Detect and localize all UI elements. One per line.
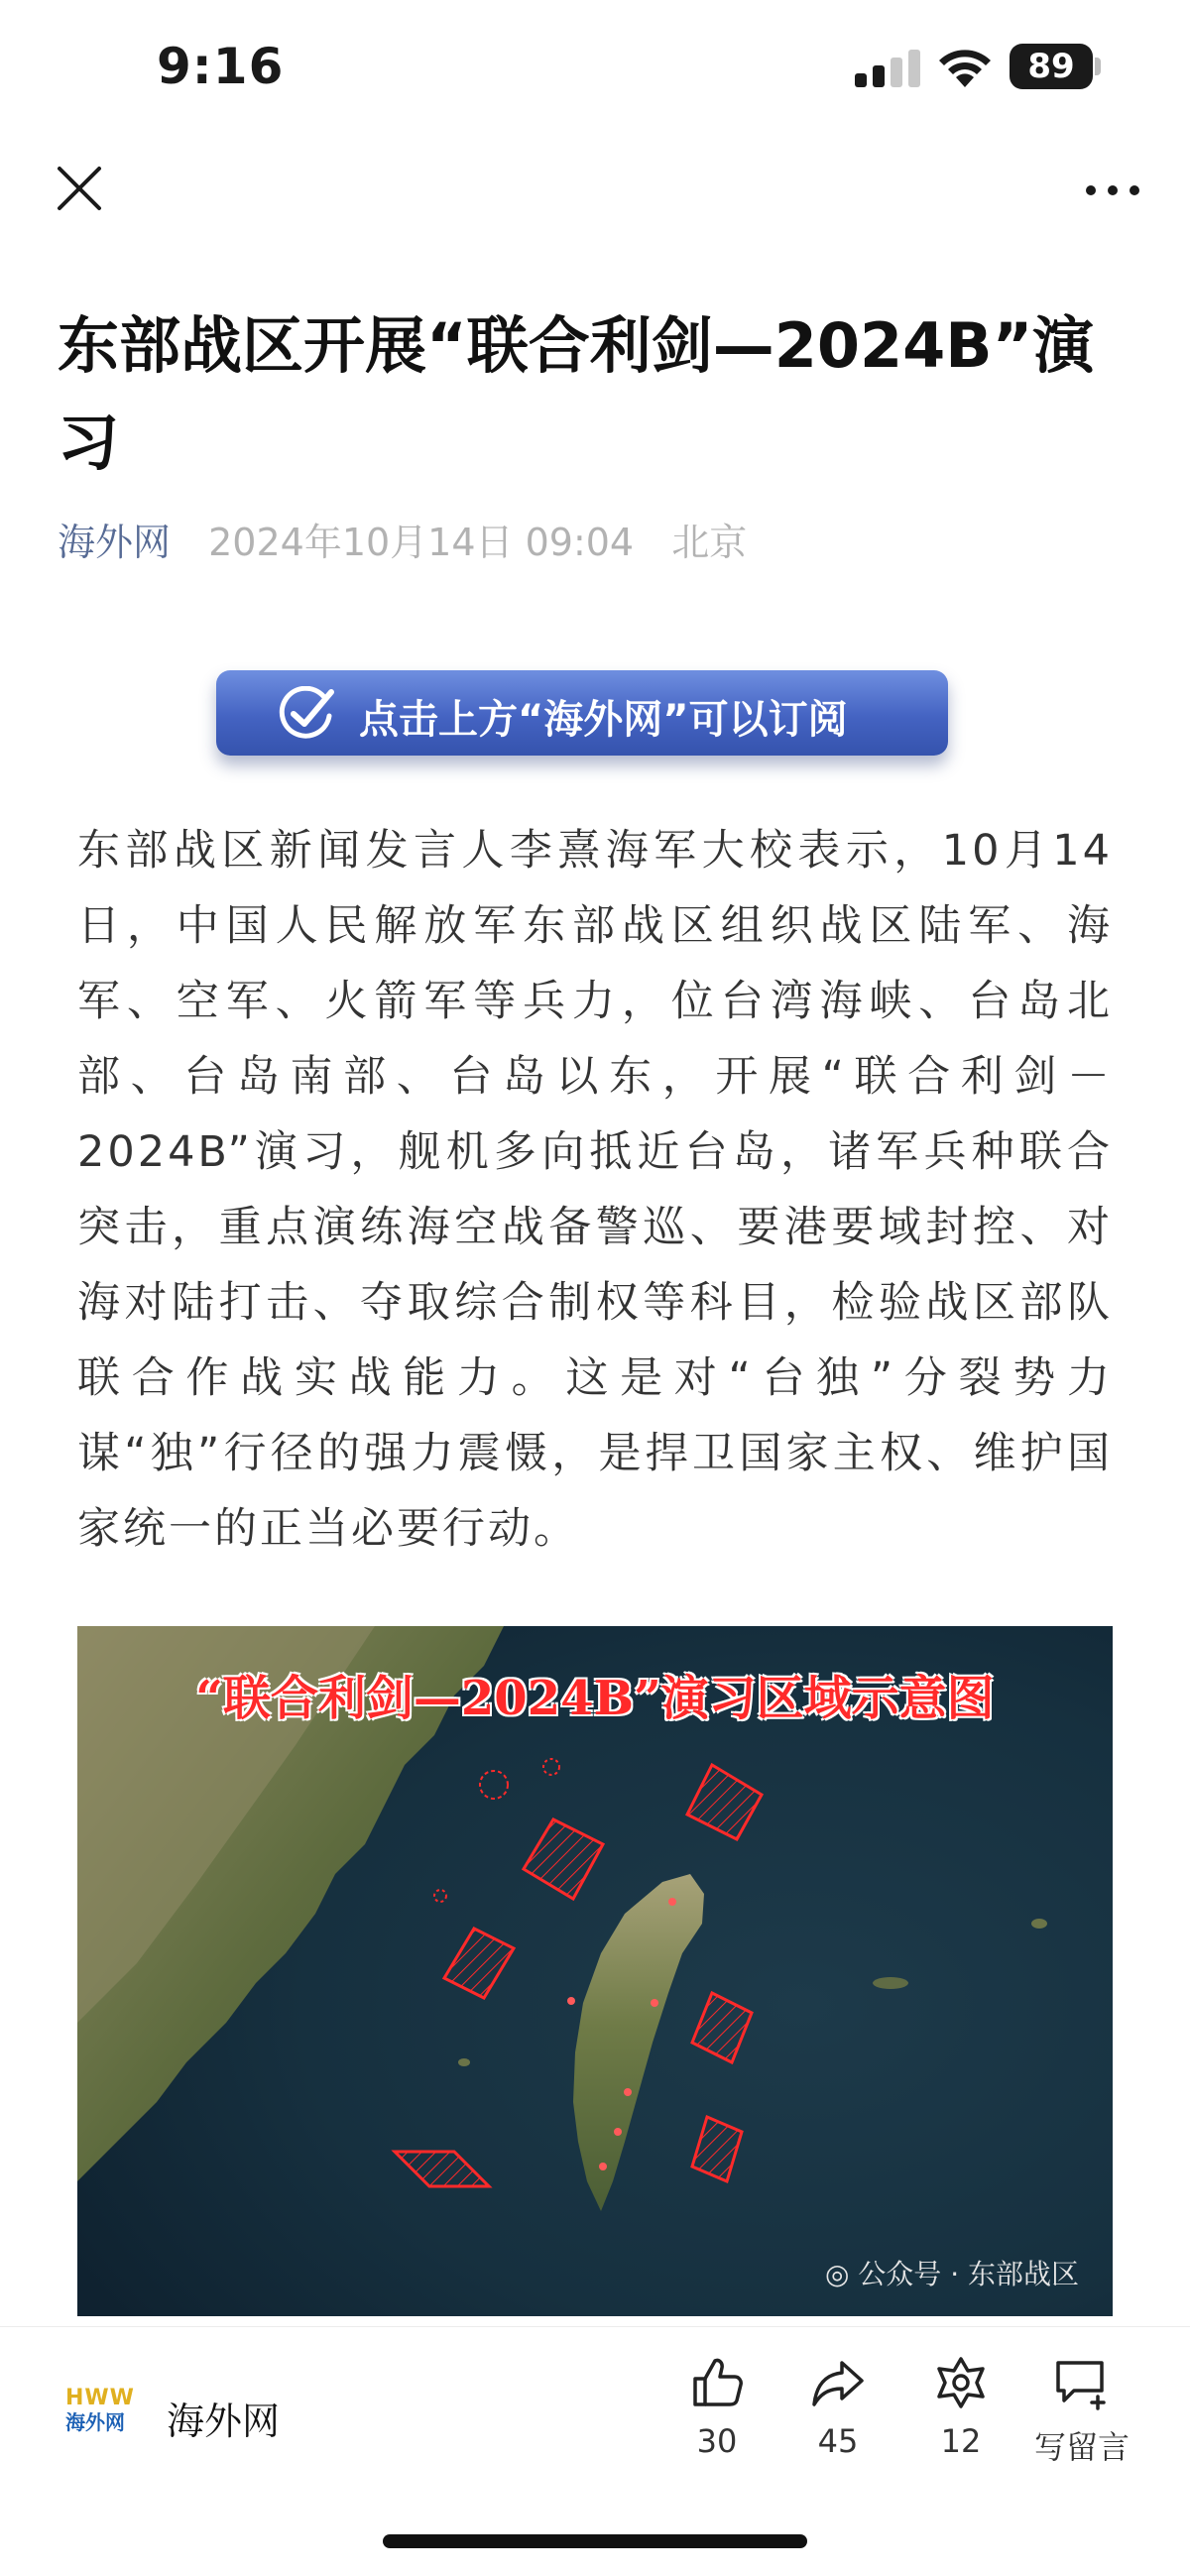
share-button[interactable] [783,2355,892,2460]
favorite-count: 12 [940,2422,982,2460]
like-count: 30 [696,2422,738,2460]
status-time: 9:16 [157,38,285,95]
article-location: 北京 [671,521,748,564]
subscribe-text: 点击上方“海外网”可以订阅 [359,697,848,743]
wechat-icon: ◎ [824,2258,859,2290]
thumbs-up-icon [689,2355,745,2410]
map-caption: “联合利剑—2024B”演习区域示意图 [195,1671,995,1726]
favorite-button[interactable] [906,2355,1015,2460]
account-logo[interactable]: HWW 海外网 [65,2386,135,2434]
subscribe-banner[interactable] [216,670,948,756]
article-meta [58,512,747,566]
more-icon[interactable] [1081,171,1144,210]
article-title: 东部战区开展“联合利剑—2024B”演习 [58,309,1095,479]
check-circle-icon [278,686,335,740]
battery-indicator: 89 [1010,44,1093,89]
article-source-link[interactable]: 海外网 [58,521,172,564]
battery-tip [1095,58,1101,75]
share-arrow-icon [810,2355,866,2410]
account-name[interactable]: 海外网 [167,2400,281,2443]
close-icon[interactable] [52,161,107,216]
map-watermark: ◎ 公众号 · 东部战区 [824,2258,1079,2290]
comment-label: 写留言 [1033,2428,1130,2466]
article-body: 东部战区新闻发言人李熹海军大校表示，10月14日，中国人民解放军东部战区组织战区陆军、海军、空军、火箭军等兵力，位台湾海峡、台岛北部、台岛南部、台岛以东，开展“联合利剑－2024B”演习，舰机多向抵近台岛，诸军兵种联合突击，重点演练海空战备警巡、要港要域封控、对海对陆打击、夺取综合制权等科目，检验战区部队联合作战实战能力。这是对“台独”分裂势力谋“独”行径的强力震慑，是捍卫国家主权、维护国家统一的正当必要行动。 [77,826,1113,1554]
like-button[interactable] [662,2355,772,2460]
status-bar [0,0,1190,139]
map-illustration [77,1626,1113,2316]
write-comment-button[interactable] [1027,2355,1136,2468]
wifi-icon [936,44,994,89]
article-date: 2024年10月14日 09:04 [208,521,635,564]
share-count: 45 [817,2422,859,2460]
comment-plus-icon [1052,2355,1112,2410]
sparkle-icon [933,2355,989,2410]
exercise-map-image[interactable] [77,1626,1113,2316]
home-indicator[interactable] [383,2534,807,2548]
signal-icon [855,48,920,87]
